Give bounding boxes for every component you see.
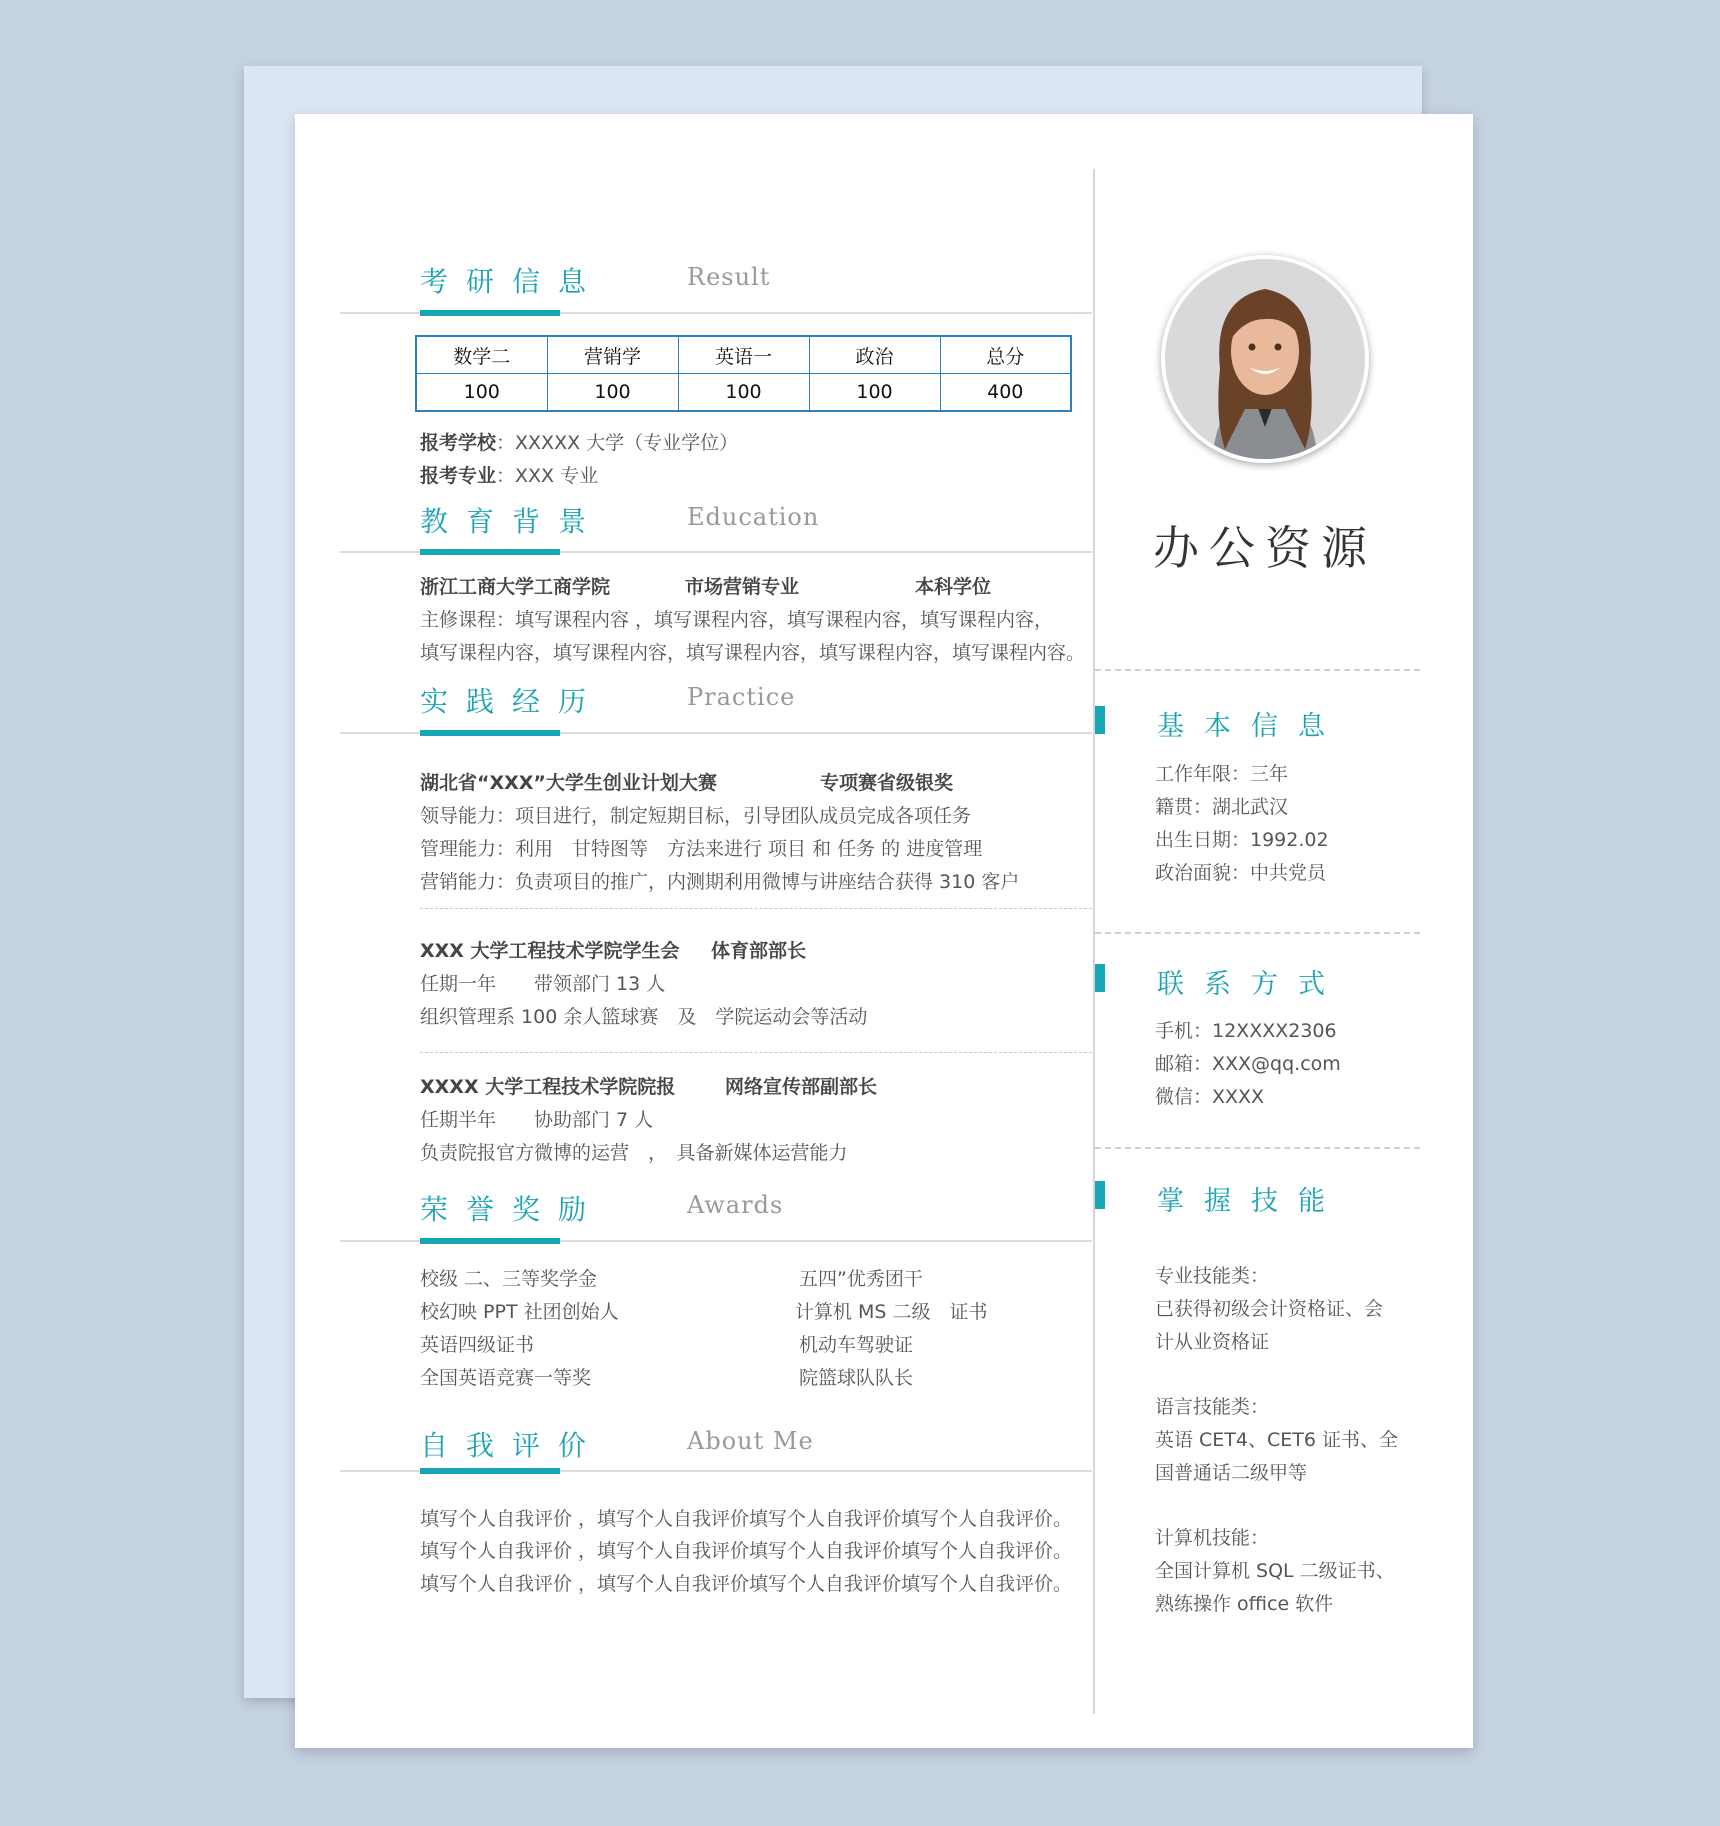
award-item: 校幻映 PPT 社团创始人 [420, 1301, 619, 1323]
score-value: 100 [678, 374, 809, 412]
edu-courses-line: 主修课程：填写课程内容 ，填写课程内容，填写课程内容，填写课程内容， [420, 609, 1054, 631]
item-separator [420, 908, 1092, 909]
section-marker [1095, 706, 1105, 734]
info-line: 出生日期：1992.02 [1155, 829, 1329, 851]
skill-label: 语言技能类： [1155, 1396, 1270, 1418]
target-school-label: 报考学校 [420, 432, 497, 454]
section-title-about: 自我评价 [420, 1429, 605, 1462]
score-header: 数学二 [416, 336, 547, 374]
info-line: 政治面貌：中共党员 [1155, 862, 1327, 884]
score-header: 总分 [940, 336, 1071, 374]
practice-line: 领导能力：项目进行，制定短期目标，引导团队成员完成各项任务 [420, 805, 972, 827]
score-value-row [416, 374, 1071, 412]
score-header-row [416, 336, 1071, 374]
practice-line: 任期一年 带领部门 13 人 [420, 973, 666, 995]
target-major-label: 报考专业 [420, 465, 497, 487]
skill-label: 计算机技能： [1155, 1527, 1270, 1549]
person-name: 办公资源 [1153, 521, 1377, 575]
score-header: 政治 [809, 336, 940, 374]
column-divider [1093, 169, 1095, 1714]
award-item: 院篮球队队长 [799, 1367, 914, 1389]
contact-line: 微信：XXXX [1155, 1086, 1265, 1108]
section-marker [1095, 964, 1105, 992]
score-value: 100 [809, 374, 940, 412]
section-subtitle-practice: Practice [687, 683, 796, 711]
skill-line: 熟练操作 office 软件 [1155, 1593, 1334, 1615]
score-header: 营销学 [547, 336, 678, 374]
about-line: 填写个人自我评价 ，填写个人自我评价填写个人自我评价填写个人自我评价。 [420, 1508, 1073, 1530]
info-line: 籍贯：湖北武汉 [1155, 796, 1289, 818]
target-school [420, 428, 738, 455]
score-value: 100 [416, 374, 547, 412]
practice-role: 专项赛省级银奖 [820, 772, 954, 794]
section-accent-bar [420, 1238, 560, 1244]
award-item: 五四”优秀团干 [799, 1268, 923, 1290]
target-major-value: ：XXX 专业 [496, 465, 599, 487]
practice-line: 管理能力：利用 甘特图等 方法来进行 项目 和 任务 的 进度管理 [420, 838, 983, 860]
skill-line: 已获得初级会计资格证、会 [1155, 1298, 1384, 1320]
section-title-contact: 联系方式 [1157, 969, 1345, 1000]
contact-line: 手机：12XXXX2306 [1155, 1020, 1337, 1042]
edu-school: 浙江工商大学工商学院 [420, 576, 611, 598]
section-accent-bar [420, 730, 560, 736]
skill-line: 全国计算机 SQL 二级证书、 [1155, 1560, 1395, 1582]
section-subtitle-education: Education [687, 503, 820, 531]
target-major [420, 461, 598, 488]
portrait-icon [1165, 259, 1365, 459]
award-item: 计算机 MS 二级 证书 [795, 1301, 988, 1323]
section-accent-bar [420, 549, 560, 555]
practice-line: 营销能力：负责项目的推广，内测期利用微博与讲座结合获得 310 客户 [420, 871, 1020, 893]
score-value: 400 [940, 374, 1071, 412]
section-title-education: 教育背景 [420, 505, 605, 538]
section-title-awards: 荣誉奖励 [420, 1193, 605, 1226]
score-header: 英语一 [678, 336, 809, 374]
section-marker [1095, 1181, 1105, 1209]
section-subtitle-about: About Me [687, 1427, 814, 1455]
edu-degree: 本科学位 [915, 576, 992, 598]
section-accent-bar [420, 1468, 560, 1474]
avatar-photo [1161, 255, 1369, 463]
about-line: 填写个人自我评价 ，填写个人自我评价填写个人自我评价填写个人自我评价。 [420, 1573, 1073, 1595]
skill-line: 英语 CET4、CET6 证书、全 [1155, 1429, 1399, 1451]
edu-courses-line: 填写课程内容，填写课程内容，填写课程内容，填写课程内容，填写课程内容。 [420, 642, 1086, 664]
practice-line: 负责院报官方微博的运营 ， 具备新媒体运营能力 [420, 1142, 848, 1164]
resume-page [295, 114, 1473, 1748]
about-line: 填写个人自我评价 ，填写个人自我评价填写个人自我评价填写个人自我评价。 [420, 1540, 1073, 1562]
practice-org: XXX 大学工程技术学院学生会 [420, 940, 680, 962]
section-subtitle-exam: Result [687, 263, 771, 291]
target-school-value: ：XXXXX 大学（专业学位） [496, 432, 739, 454]
contact-line: 邮箱：XXX@qq.com [1155, 1053, 1341, 1075]
item-separator [420, 1052, 1092, 1053]
score-value: 100 [547, 374, 678, 412]
edu-major: 市场营销专业 [685, 576, 800, 598]
award-item: 机动车驾驶证 [799, 1334, 914, 1356]
right-separator [1095, 1147, 1420, 1149]
practice-org: XXXX 大学工程技术学院院报 [420, 1076, 676, 1098]
practice-role: 体育部部长 [711, 940, 807, 962]
award-item: 英语四级证书 [420, 1334, 535, 1356]
section-title-basic-info: 基本信息 [1157, 711, 1345, 742]
practice-line: 组织管理系 100 余人篮球赛 及 学院运动会等活动 [420, 1006, 868, 1028]
award-item: 全国英语竞赛一等奖 [420, 1367, 592, 1389]
section-accent-bar [420, 310, 560, 316]
practice-line: 任期半年 协助部门 7 人 [420, 1109, 654, 1131]
skill-line: 国普通话二级甲等 [1155, 1462, 1308, 1484]
section-subtitle-awards: Awards [687, 1191, 784, 1219]
practice-org: 湖北省“XXX”大学生创业计划大赛 [420, 772, 717, 794]
practice-role: 网络宣传部副部长 [725, 1076, 878, 1098]
section-title-practice: 实践经历 [420, 685, 605, 718]
award-item: 校级 二、三等奖学金 [420, 1268, 598, 1290]
skill-line: 计从业资格证 [1155, 1331, 1270, 1353]
skill-label: 专业技能类： [1155, 1265, 1270, 1287]
score-table [415, 335, 1072, 412]
section-title-skills: 掌握技能 [1157, 1186, 1345, 1217]
right-separator [1095, 669, 1420, 671]
section-title-exam: 考研信息 [420, 265, 605, 298]
right-separator [1095, 932, 1420, 934]
info-line: 工作年限：三年 [1155, 763, 1289, 785]
